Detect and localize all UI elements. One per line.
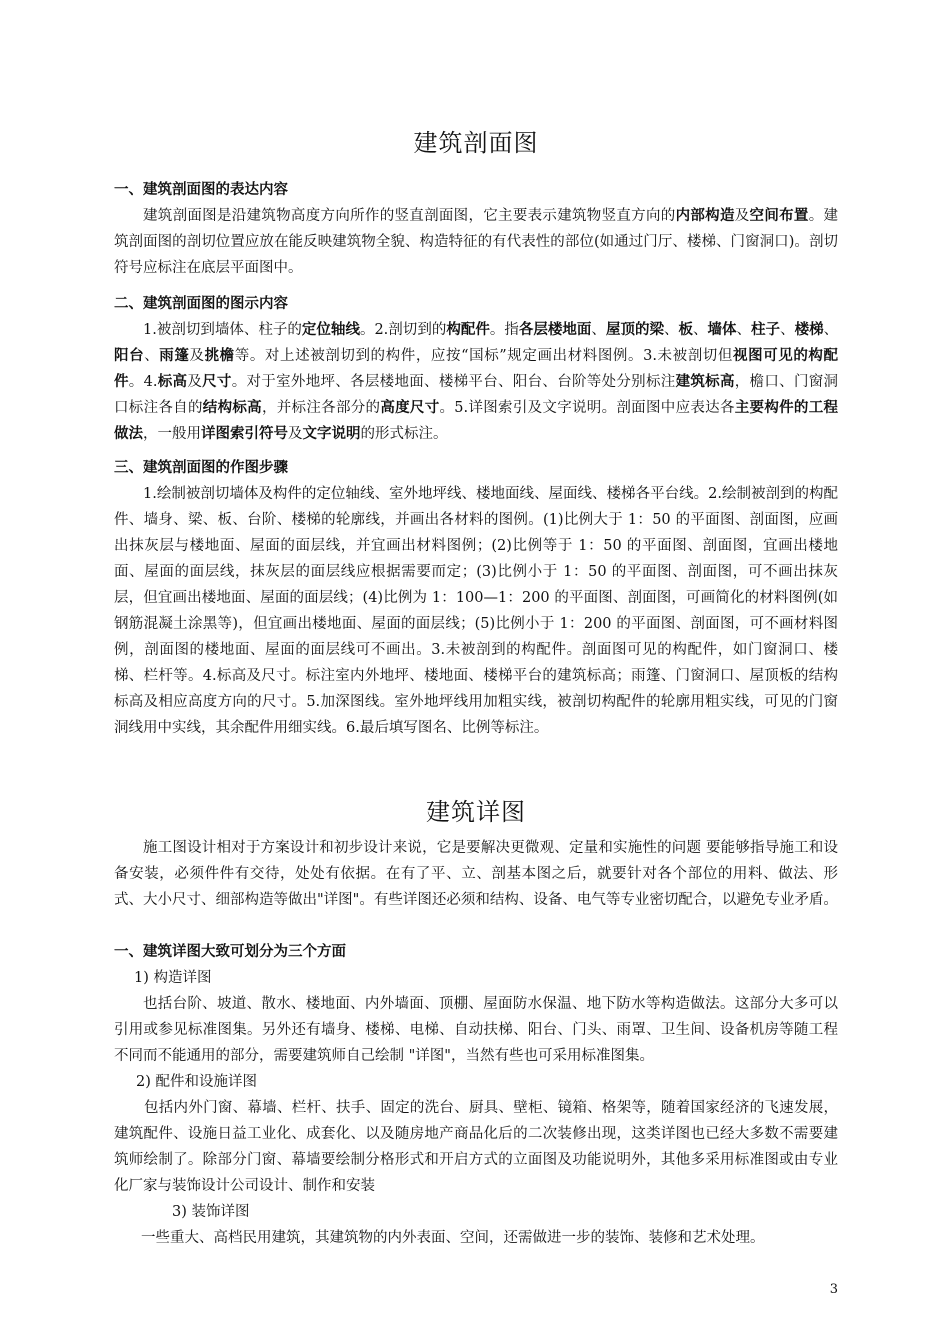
section-2-heading: 二、建筑剖面图的图示内容: [114, 296, 288, 312]
fittings-detail-paragraph: 包括内外门窗、幕墙、栏杆、扶手、固定的洗台、厨具、壁柜、镜箱、格架等，随着国家经济的飞速发展，建筑配件、设施日益工业化、成套化、以及随房地产商品化后的二次装修出现，这类详图也已经大多数不需要建筑师绘制了。除部分门窗、幕墙要绘制分格形式和开启方式的立面图及功能说明外，其他多采用标准图或由专业化厂家与装饰设计公司设计、制作和安装: [114, 1100, 838, 1194]
detail-intro-paragraph: 施工图设计相对于方案设计和初步设计来说，它是要解决更微观、定量和实施性的问题 要能够指导施工和设备安装，必须件件有交待，处处有依据。在有了平、立、剖基本图之后，就要针对各个部位的用料、做法、形式、大小尺寸、细部构造等做出"详图"。有些详图还必须和结构、设备、电气等专业密切配合，以避免专业矛盾。: [114, 840, 838, 908]
section-3: [114, 455, 838, 741]
section-1-heading: 一、建筑剖面图的表达内容: [114, 182, 288, 198]
construction-detail-paragraph: 也括台阶、坡道、散水、楼地面、内外墙面、顶棚、屋面防水保温、地下防水等构造做法。这部分大多可以引用或参见标准图集。另外还有墙身、楼梯、电梯、自动扶梯、阳台、门头、雨罩、卫生间、设备机房等随工程不同而不能通用的部分，需要建筑师自己绘制 "详图"，当然有些也可采用标准图集。: [114, 996, 838, 1064]
section-3-heading: 三、建筑剖面图的作图步骤: [114, 460, 288, 476]
section-3-paragraph: 1.绘制被剖切墙体及构件的定位轴线、室外地坪线、楼地面线、屋面线、楼梯各平台线。2.绘制被剖到的构配件、墙身、梁、板、台阶、楼梯的轮廓线，并画出各材料的图例。(1)比例大于 1：50 的平面图、剖面图，应画出抹灰层与楼地面、屋面的面层线，并宜画出材料图例；(2)比例等于 1：50 的平面图、剖面图，宜画出楼地面、屋面的面层线，抹灰层的面层线应根据需要而定；(3)比例小于 1：50 的平面图、剖面图，可不画出抹灰层，但宜画出楼地面、屋面的面层线；(4)比例为 1：100—1：200 的平面图、剖面图，可画简化的材料图例(如钢筋混凝土涂黑等)，但宜画出楼地面、屋面的面层线；(5)比例小于 1：200 的平面图、剖面图，可不画材料图例，剖面图的楼地面、屋面的面层线可不画出。3.未被剖到的构配件。剖面图可见的构配件，如门窗洞口、楼梯、栏杆等。4.标高及尺寸。标注室内外地坪、楼地面、楼梯平台的建筑标高；雨篷、门窗洞口、屋顶板的结构标高及相应高度方向的尺寸。5.加深图线。室外地坪线用加粗实线，被剖切构配件的轮廓用粗实线，可见的门窗洞线用中实线，其余配件用细实线。6.最后填写图名、比例等标注。: [114, 486, 838, 736]
page-number: 3: [829, 1282, 838, 1297]
section-1: [114, 177, 838, 281]
subheading-fittings-detail: 2) 配件和设施详图: [136, 1074, 257, 1090]
title-detail-drawing: 建筑详图: [426, 798, 526, 826]
subheading-construction-detail: 1) 构造详图: [134, 970, 212, 986]
section-2-paragraph: 1.被剖切到墙体、柱子的定位轴线。2.剖切到的构配件。指各层楼地面、屋顶的梁、板、墙体、柱子、楼梯、阳台、雨篷及挑檐等。对上述被剖切到的构件，应按“国标”规定画出材料图例。3.未被剖切但视图可见的构配件。4.标高及尺寸。对于室外地坪、各层楼地面、楼梯平台、阳台、台阶等处分别标注建筑标高，檐口、门窗洞口标注各自的结构标高，并标注各部分的高度尺寸。5.详图索引及文字说明。剖面图中应表达各主要构件的工程做法，一般用详图索引符号及文字说明的形式标注。: [114, 322, 839, 442]
detail-intro: [114, 835, 838, 913]
section-1-paragraph: 建筑剖面图是沿建筑物高度方向所作的竖直剖面图，它主要表示建筑物竖直方向的内部构造及空间布置。建筑剖面图的剖切位置应放在能反映建筑物全貌、构造特征的有代表性的部位(如通过门厅、楼梯、门窗洞口)。剖切符号应标注在底层平面图中。: [114, 208, 839, 276]
section-4-heading: 一、建筑详图大致可划分为三个方面: [114, 944, 346, 960]
section-2: [114, 291, 838, 447]
title-section-drawing: 建筑剖面图: [413, 129, 539, 157]
section-4: [114, 939, 838, 1251]
subheading-decoration-detail: 3) 装饰详图: [172, 1204, 250, 1220]
decoration-detail-paragraph: 一些重大、高档民用建筑，其建筑物的内外表面、空间，还需做进一步的装饰、装修和艺术处理。: [141, 1230, 765, 1246]
